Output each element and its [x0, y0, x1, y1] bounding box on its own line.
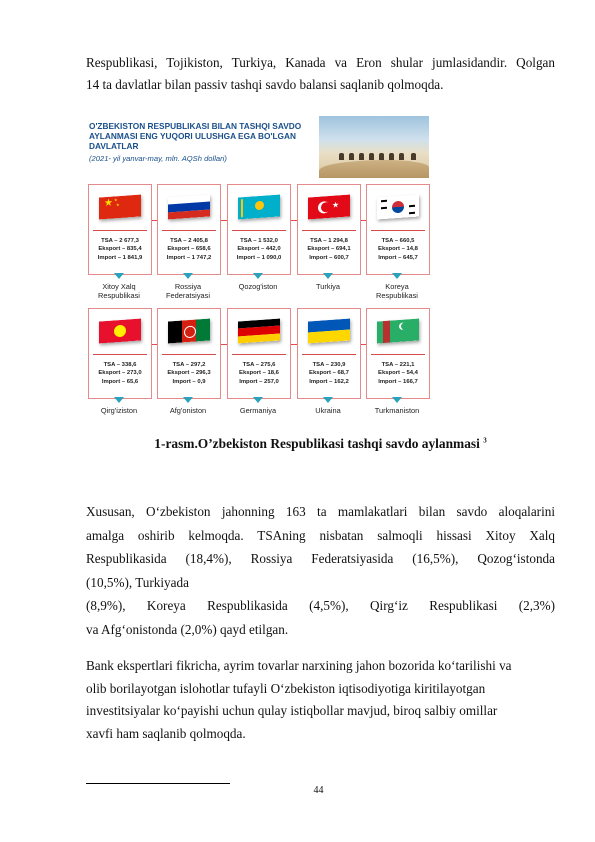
text-line: (8,9%), Koreya Respublikasida (4,5%), Qirg‘iz Respublikasi (2,3%): [86, 598, 555, 614]
country-card: [366, 308, 430, 399]
stat-eksport: Eksport – 658,6: [167, 246, 211, 253]
pointer-icon: [114, 273, 124, 279]
country-card: [157, 308, 221, 399]
turkey-flag: ★: [308, 195, 350, 220]
country-name: Koreya Respublikasi: [376, 282, 418, 300]
country-name: Turkiya: [316, 282, 340, 291]
footnote-ref: 3: [483, 436, 487, 445]
text-line: Bank ekspertlari fikricha, ayrim tovarlar narxining jahon bozorida ko‘tarilishi va: [86, 658, 512, 673]
stat-import: Import – 162,2: [309, 378, 349, 385]
stat-eksport: Eksport – 296,3: [167, 370, 211, 377]
stat-tsa: TSA – 221,1: [381, 362, 415, 368]
country-card: [157, 184, 221, 275]
stat-tsa: TSA – 1 294,8: [310, 238, 348, 244]
afghanistan-flag: [168, 319, 210, 344]
text-line: amalga oshirib kelmoqda. TSAning nisbatan salmoqli hissasi Xitoy Xalq: [86, 527, 555, 543]
stat-import: Import – 645,7: [378, 254, 418, 261]
stat-tsa: TSA – 275,6: [242, 362, 276, 368]
caption-text: 1-rasm.O’zbekiston Respublikasi tashqi savdo aylanmasi: [154, 436, 480, 451]
country-card: [297, 184, 361, 275]
trade-stats: [228, 361, 290, 386]
desert-caravan-photo: [319, 116, 429, 178]
text-line: investitsiyalar ko‘payishi uchun qulay istiqbollar mavjud, biroq salbiy omillar: [86, 703, 498, 719]
text-line: olib borilayotgan islohotlar tufayli O‘zbekiston iqtisodiyotiga kiritilayotgan: [86, 680, 486, 696]
country-card: [88, 308, 152, 399]
stat-import: Import – 1 841,9: [97, 254, 143, 261]
turkmenistan-flag: [377, 319, 419, 344]
text-line: Xususan, O‘zbekiston jahonning 163 ta mamlakatlari bilan savdo aloqalarini: [86, 504, 555, 519]
pointer-icon: [114, 397, 124, 403]
stat-import: Import – 65,6: [101, 378, 139, 385]
text-line: Respublikasi, Tojikiston, Turkiya, Kanada va Eron shular jumlasidandir. Qolgan: [86, 55, 555, 70]
stat-import: Import – 0,9: [172, 378, 206, 385]
country-name: Germaniya: [239, 406, 277, 415]
ukraine-flag: [308, 319, 350, 344]
trade-stats: [228, 237, 290, 262]
text-line: (10,5%), Turkiyada: [86, 574, 189, 590]
stat-import: Import – 600,7: [309, 254, 349, 261]
china-flag: ★ ★ ★: [99, 195, 141, 220]
trade-stats: [89, 361, 151, 386]
stat-eksport: Eksport – 273,0: [98, 370, 142, 377]
country-name: Rossiya Federatsiyasi: [166, 282, 210, 300]
country-name: Turkmaniston: [374, 406, 420, 415]
pointer-icon: [183, 273, 193, 279]
stat-import: Import – 1 090,0: [236, 254, 282, 261]
country-name: Qirg'iziston: [100, 406, 138, 415]
country-card: [297, 308, 361, 399]
trade-stats: [89, 237, 151, 262]
text-line: 14 ta davlatlar bilan passiv tashqi savdo balansi saqlanib qolmoqda.: [86, 76, 444, 92]
stat-import: Import – 166,7: [378, 378, 418, 385]
pointer-icon: [253, 273, 263, 279]
pointer-icon: [323, 397, 333, 403]
pointer-icon: [253, 397, 263, 403]
stat-tsa: TSA – 1 532,0: [240, 238, 278, 244]
intro-paragraph: [86, 52, 555, 95]
figure-caption: [86, 436, 555, 452]
country-card: [366, 184, 430, 275]
text-line: va Afg‘onistonda (2,0%) qayd etilgan.: [86, 621, 289, 637]
country-name: Afg'oniston: [169, 406, 207, 415]
trade-stats: [298, 361, 360, 386]
kyrgyzstan-flag: [99, 319, 141, 344]
country-card: [88, 184, 152, 275]
russia-flag: [168, 195, 210, 220]
trade-stats: [367, 237, 429, 262]
stat-tsa: TSA – 2 405,8: [170, 238, 208, 244]
trade-stats: [158, 237, 220, 262]
trade-infographic: [86, 110, 430, 424]
pointer-icon: [323, 273, 333, 279]
stat-eksport: Eksport – 18,6: [239, 370, 279, 377]
stat-eksport: Eksport – 442,0: [237, 246, 281, 253]
trade-stats: [158, 361, 220, 386]
text-line: xavfi ham saqlanib qolmoqda.: [86, 725, 246, 741]
infographic-subtitle: (2021- yil yanvar-may, mln. AQSh dollari): [89, 154, 227, 163]
page-number: 44: [313, 785, 324, 796]
paragraph-3: [86, 655, 555, 745]
country-name: Ukraina: [315, 406, 341, 415]
paragraph-2: [86, 500, 555, 642]
kazakhstan-flag: [238, 195, 280, 220]
stat-import: Import – 257,0: [239, 378, 279, 385]
country-name: Xitoy Xalq Respublikasi: [98, 282, 140, 300]
country-card: [227, 308, 291, 399]
country-name: Qozog'iston: [238, 282, 278, 291]
country-card: [227, 184, 291, 275]
pointer-icon: [392, 273, 402, 279]
infographic-title: O'ZBEKISTON RESPUBLIKASI BILAN TASHQI SAVDO AYLANMASI ENG YUQORI ULUSHGA EGA BO'LGAN DAVLATLAR: [89, 121, 302, 151]
pointer-icon: [183, 397, 193, 403]
footnote-rule: [86, 783, 230, 784]
stat-tsa: TSA – 660,5: [381, 238, 415, 244]
pointer-icon: [392, 397, 402, 403]
trade-stats: [367, 361, 429, 386]
stat-eksport: Eksport – 694,1: [307, 246, 351, 253]
stat-eksport: Eksport – 54,4: [378, 370, 418, 377]
stat-eksport: Eksport – 68,7: [309, 370, 349, 377]
stat-eksport: Eksport – 835,4: [98, 246, 142, 253]
germany-flag: [238, 319, 280, 344]
stat-import: Import – 1 747,2: [166, 254, 212, 261]
text-line: Respublikasida (18,4%), Rossiya Federatsiyasida (16,5%), Qozog‘istonda: [86, 551, 555, 567]
stat-tsa: TSA – 338,6: [103, 362, 137, 368]
stat-eksport: Eksport – 14,8: [378, 246, 418, 253]
korea-flag: [377, 195, 419, 220]
stat-tsa: TSA – 230,9: [312, 362, 346, 368]
stat-tsa: TSA – 2 677,3: [101, 238, 139, 244]
stat-tsa: TSA – 297,2: [172, 362, 206, 368]
trade-stats: [298, 237, 360, 262]
